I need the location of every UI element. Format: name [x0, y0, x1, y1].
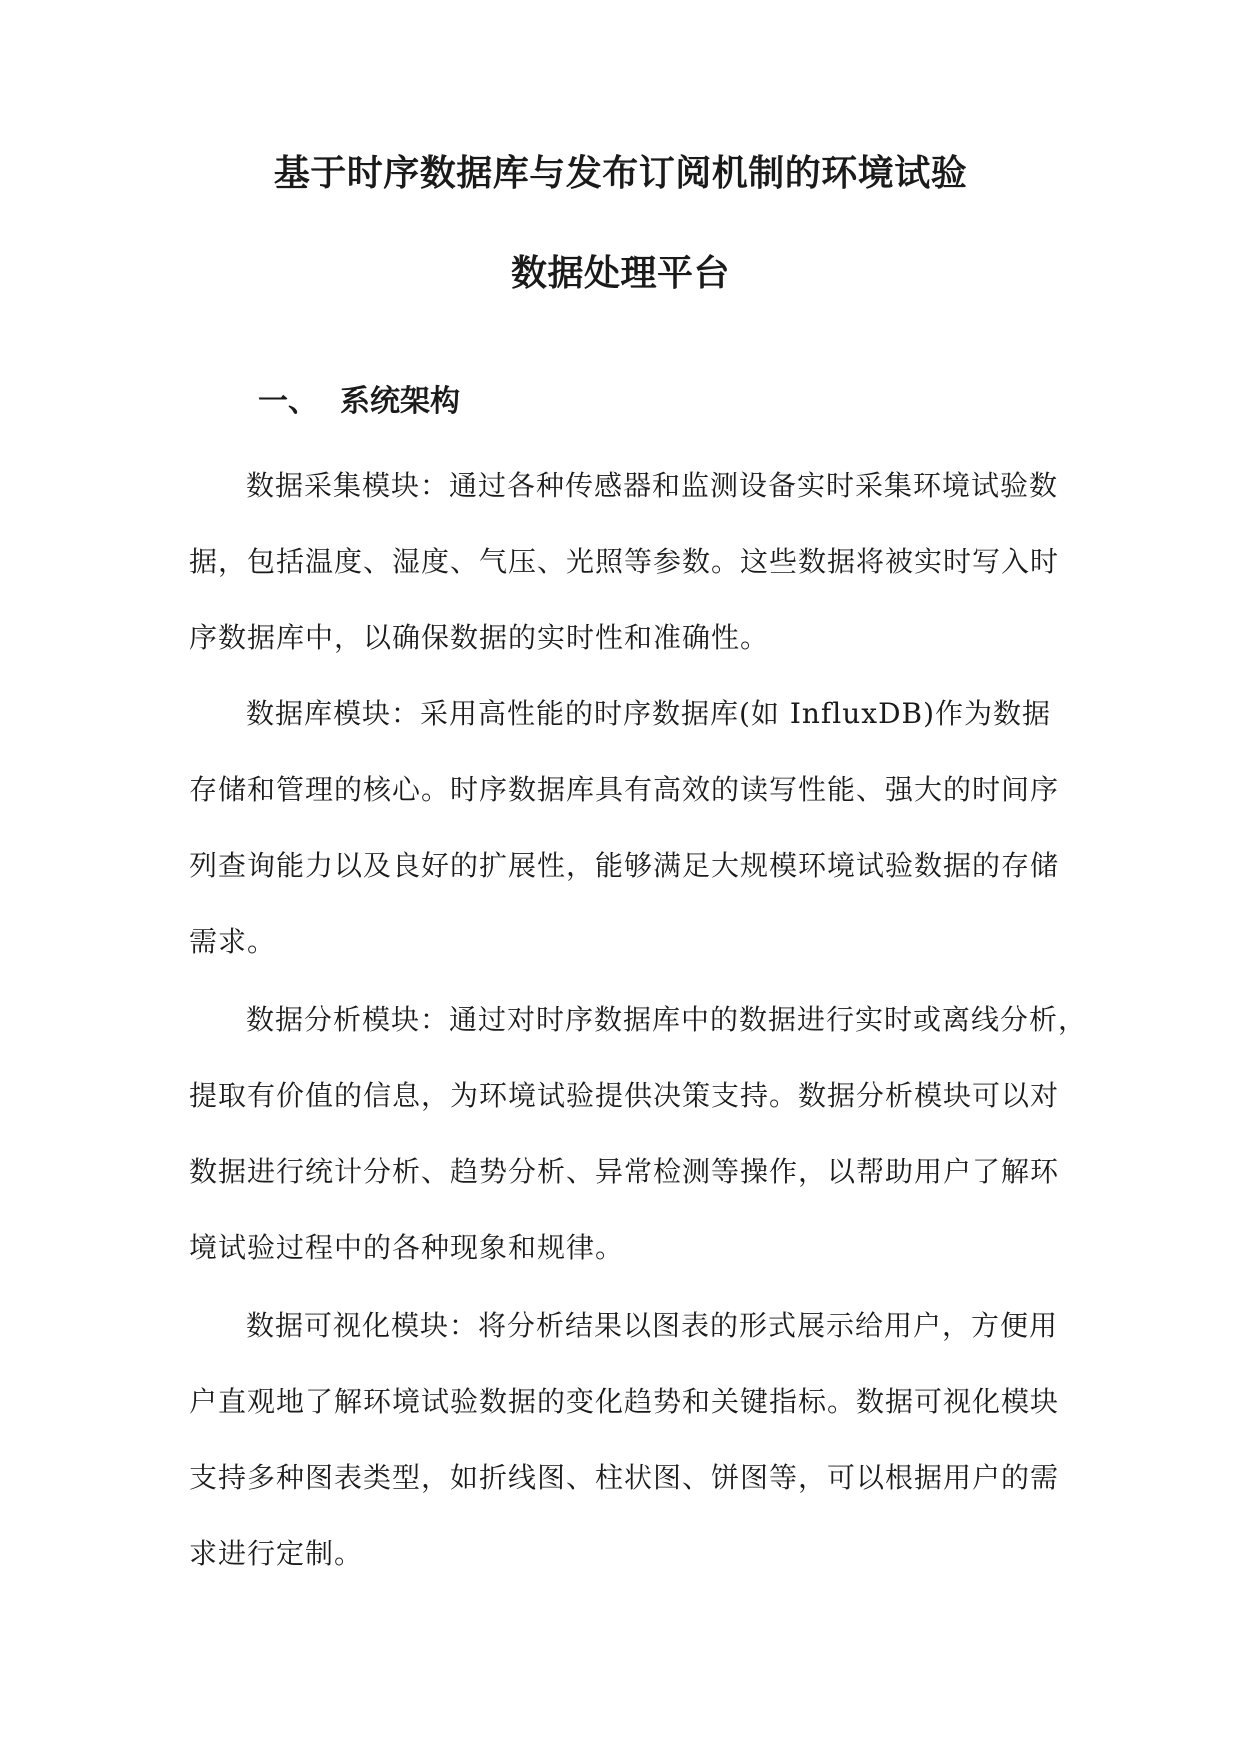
paragraph-line: 支持多种图表类型，如折线图、柱状图、饼图等，可以根据用户的需	[189, 1461, 1060, 1494]
paragraph-line: 提取有价值的信息，为环境试验提供决策支持。数据分析模块可以对	[189, 1079, 1060, 1112]
paragraph-line: 存储和管理的核心。时序数据库具有高效的读写性能、强大的时间序	[189, 773, 1060, 806]
paragraph-line: 户直观地了解环境试验数据的变化趋势和关键指标。数据可视化模块	[189, 1385, 1060, 1418]
paragraph-visualization	[189, 1288, 1059, 1592]
paragraph-line: 序数据库中，以确保数据的实时性和准确性。	[189, 621, 770, 654]
document-title-line-1: 基于时序数据库与发布订阅机制的环境试验	[273, 153, 968, 194]
paragraph-line: 列查询能力以及良好的扩展性，能够满足大规模环境试验数据的存储	[189, 849, 1060, 882]
paragraph-database	[189, 676, 1059, 980]
paragraph-line: 境试验过程中的各种现象和规律。	[189, 1231, 625, 1264]
paragraph-line: 数据分析模块：通过对时序数据库中的数据进行实时或离线分析，	[246, 1003, 1088, 1036]
paragraph-line: 需求。	[189, 925, 277, 958]
paragraph-line: 求进行定制。	[189, 1537, 364, 1570]
paragraph-line: 据，包括温度、湿度、气压、光照等参数。这些数据将被实时写入时	[189, 545, 1060, 578]
section-title: 系统架构	[340, 384, 460, 419]
section-number: 一、	[258, 384, 318, 419]
paragraph-line: 数据采集模块：通过各种传感器和监测设备实时采集环境试验数	[246, 469, 1059, 502]
paragraph-data-collection	[189, 448, 1059, 676]
paragraph-line: 数据库模块：采用高性能的时序数据库(如 InfluxDB)作为数据	[246, 697, 1052, 730]
paragraph-line: 数据可视化模块：将分析结果以图表的形式展示给用户，方便用	[246, 1309, 1059, 1342]
paragraph-data-analysis	[189, 982, 1088, 1286]
document-title-line-2: 数据处理平台	[510, 253, 730, 294]
paragraph-line: 数据进行统计分析、趋势分析、异常检测等操作，以帮助用户了解环	[189, 1155, 1060, 1188]
section-heading	[258, 382, 460, 422]
